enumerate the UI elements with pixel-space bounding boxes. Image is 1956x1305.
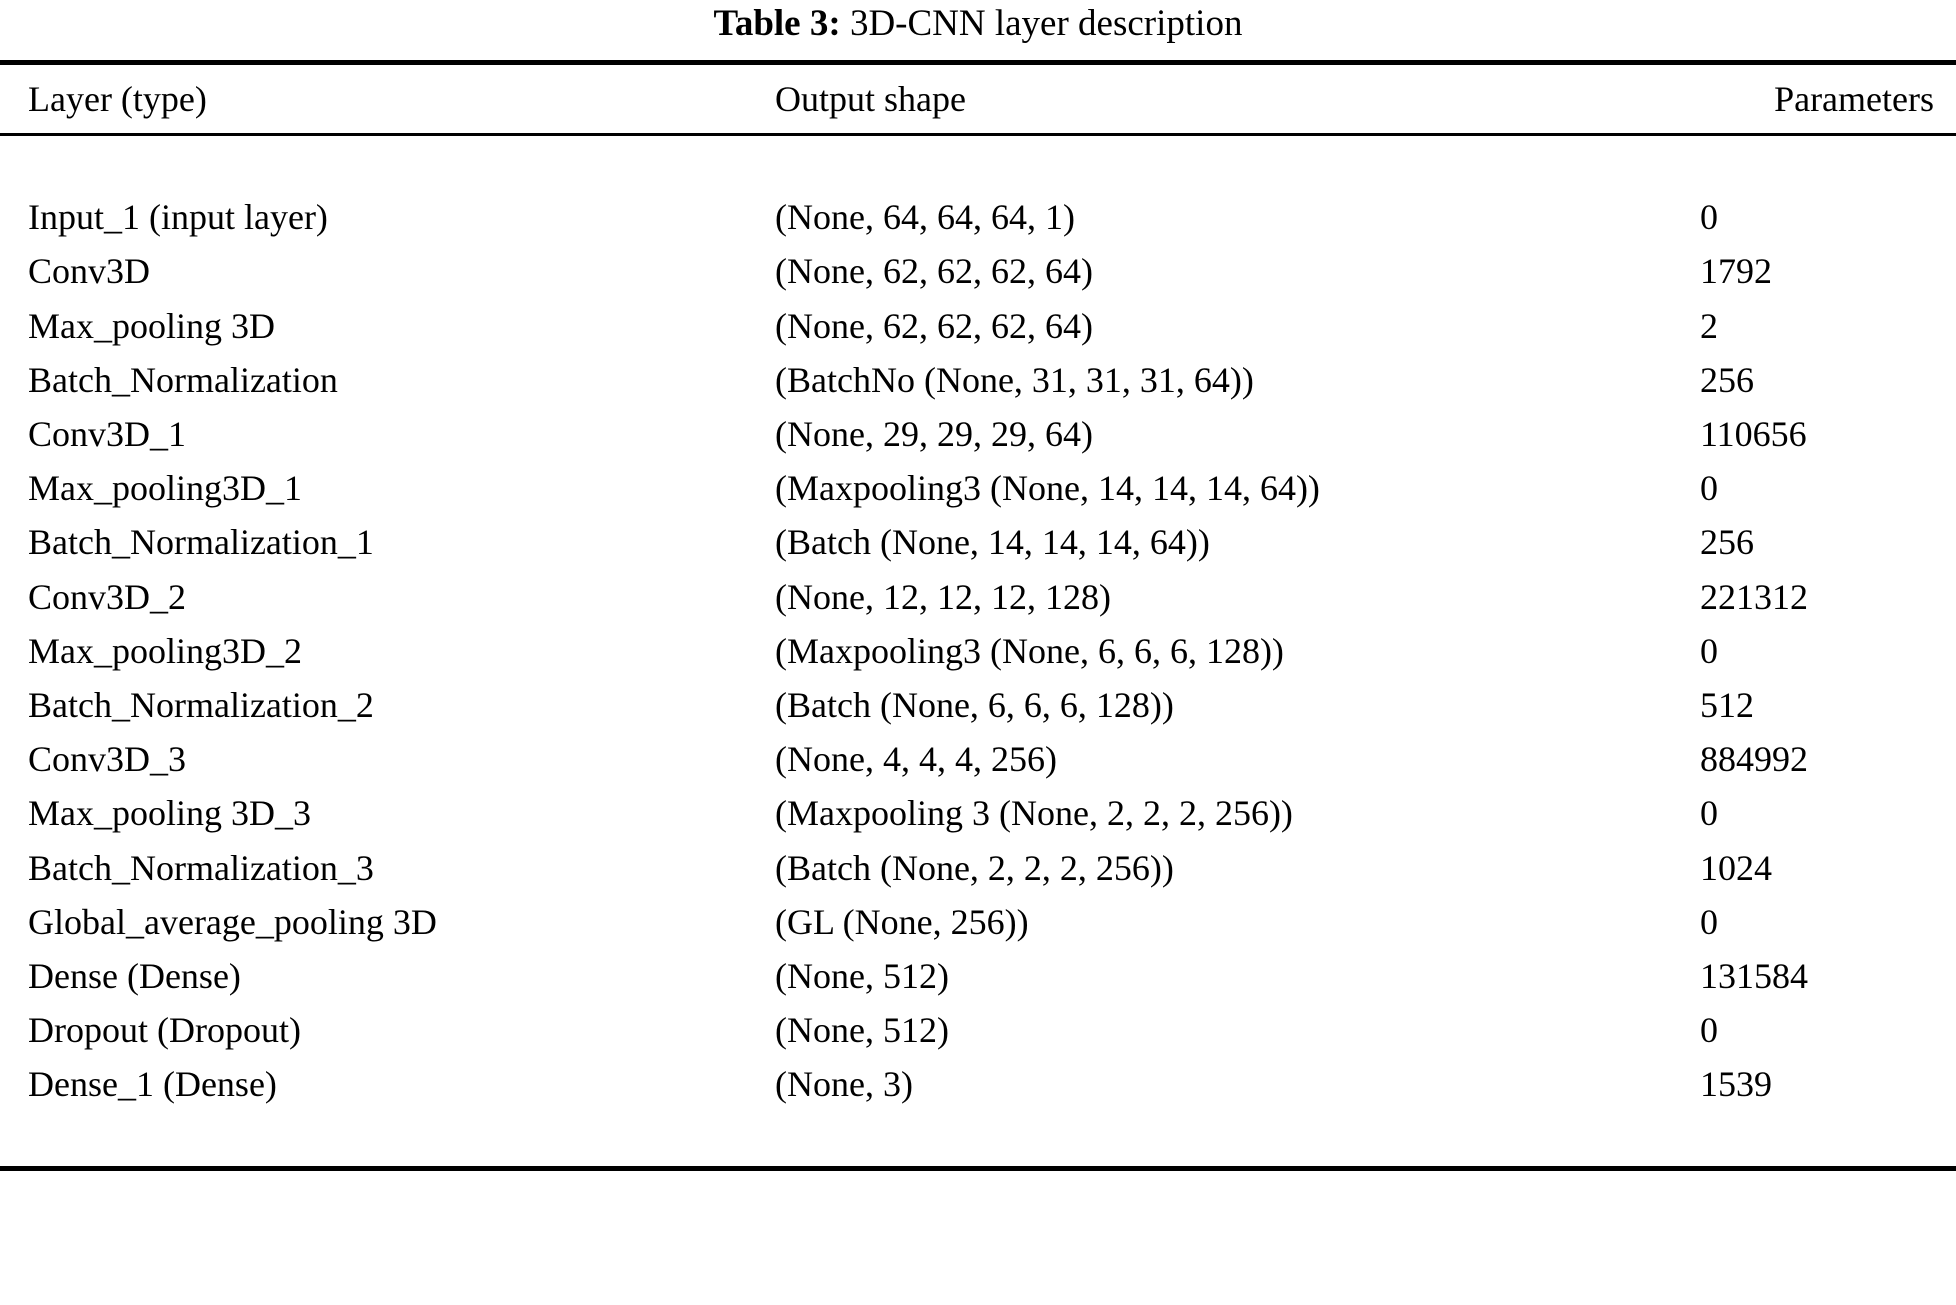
table-row [0,299,1956,353]
cell-layer: Batch_Normalization [28,359,338,400]
table-bottom-rule [0,1166,1956,1171]
cell-parameters: 131584 [1700,956,1808,997]
table-row [0,461,1956,515]
cell-parameters: 0 [1700,901,1718,942]
table-row [0,678,1956,732]
layer-description-body [0,136,1956,1166]
cell-output-shape: (GL (None, 256)) [775,901,1029,942]
table-body [0,136,1956,1166]
cell-layer: Dropout (Dropout) [28,1010,301,1051]
cell-parameters: 221312 [1700,576,1808,617]
caption-label: Table 3: [713,3,841,44]
cell-layer: Max_pooling 3D [28,305,275,346]
cell-output-shape: (None, 12, 12, 12, 128) [775,576,1111,617]
caption-text: 3D-CNN layer description [849,3,1243,44]
table-row [0,786,1956,840]
cell-layer: Batch_Normalization_3 [28,847,374,888]
table-row [0,515,1956,569]
cell-layer: Conv3D_3 [28,739,187,780]
cell-layer: Dense (Dense) [28,956,241,997]
cell-output-shape: (Batch (None, 2, 2, 2, 256)) [775,847,1174,888]
column-header-parameters: Parameters [1774,79,1934,119]
cell-parameters: 1539 [1700,1064,1772,1105]
table-row [0,570,1956,624]
cell-parameters: 884992 [1700,739,1808,780]
column-header-layer: Layer (type) [28,79,207,119]
table-row [0,1003,1956,1057]
cell-output-shape: (Batch (None, 6, 6, 6, 128)) [775,685,1174,726]
cell-parameters: 1792 [1700,251,1772,292]
body-bottom-spacer [0,1112,1956,1166]
cell-output-shape: (None, 29, 29, 29, 64) [775,414,1093,454]
cell-output-shape: (None, 3) [775,1064,913,1105]
cell-output-shape: (Maxpooling 3 (None, 2, 2, 2, 256)) [775,793,1293,834]
cell-output-shape: (None, 4, 4, 4, 256) [775,739,1057,780]
cell-parameters: 512 [1700,685,1754,726]
cell-parameters: 0 [1700,630,1718,671]
cell-layer: Input_1 (input layer) [28,197,328,238]
cell-layer: Max_pooling3D_1 [28,468,302,509]
table-row [0,353,1956,407]
table-row [0,841,1956,895]
cell-layer: Max_pooling 3D_3 [28,793,311,834]
cell-layer: Batch_Normalization_1 [28,522,374,563]
body-top-spacer [0,136,1956,190]
cell-parameters: 256 [1700,359,1754,400]
cell-layer: Conv3D_1 [28,414,187,454]
table-header-row [0,65,1956,133]
table-row [0,190,1956,244]
cell-layer: Global_average_pooling 3D [28,901,437,942]
cell-layer: Conv3D [28,251,151,292]
layer-description-table [0,65,1956,133]
cell-parameters: 0 [1700,1010,1718,1051]
table-row [0,732,1956,786]
column-header-output-shape: Output shape [775,79,966,119]
cell-output-shape: (Maxpooling3 (None, 14, 14, 14, 64)) [775,468,1320,509]
cell-output-shape: (None, 64, 64, 64, 1) [775,197,1075,238]
cell-output-shape: (None, 512) [775,1010,949,1051]
cell-output-shape: (None, 62, 62, 62, 64) [775,305,1093,346]
cell-output-shape: (None, 512) [775,956,949,997]
table-row [0,895,1956,949]
cell-layer: Dense_1 (Dense) [28,1064,277,1105]
cell-parameters: 110656 [1700,414,1807,454]
cell-parameters: 256 [1700,522,1754,563]
table-row [0,949,1956,1003]
table-row [0,1057,1956,1111]
cell-output-shape: (None, 62, 62, 62, 64) [775,251,1093,292]
table-caption [0,0,1956,46]
cell-output-shape: (Batch (None, 14, 14, 14, 64)) [775,522,1210,563]
cell-parameters: 0 [1700,793,1718,834]
cell-layer: Batch_Normalization_2 [28,685,374,726]
table-header [0,65,1956,133]
table-row [0,244,1956,298]
table-row [0,624,1956,678]
cell-parameters: 0 [1700,197,1718,238]
cell-output-shape: (BatchNo (None, 31, 31, 31, 64)) [775,359,1254,400]
cell-layer: Conv3D_2 [28,576,187,617]
cell-parameters: 0 [1700,468,1718,509]
table-row [0,407,1956,461]
cell-parameters: 1024 [1700,847,1772,888]
cell-parameters: 2 [1700,305,1718,346]
cell-layer: Max_pooling3D_2 [28,630,302,671]
cell-output-shape: (Maxpooling3 (None, 6, 6, 6, 128)) [775,630,1284,671]
